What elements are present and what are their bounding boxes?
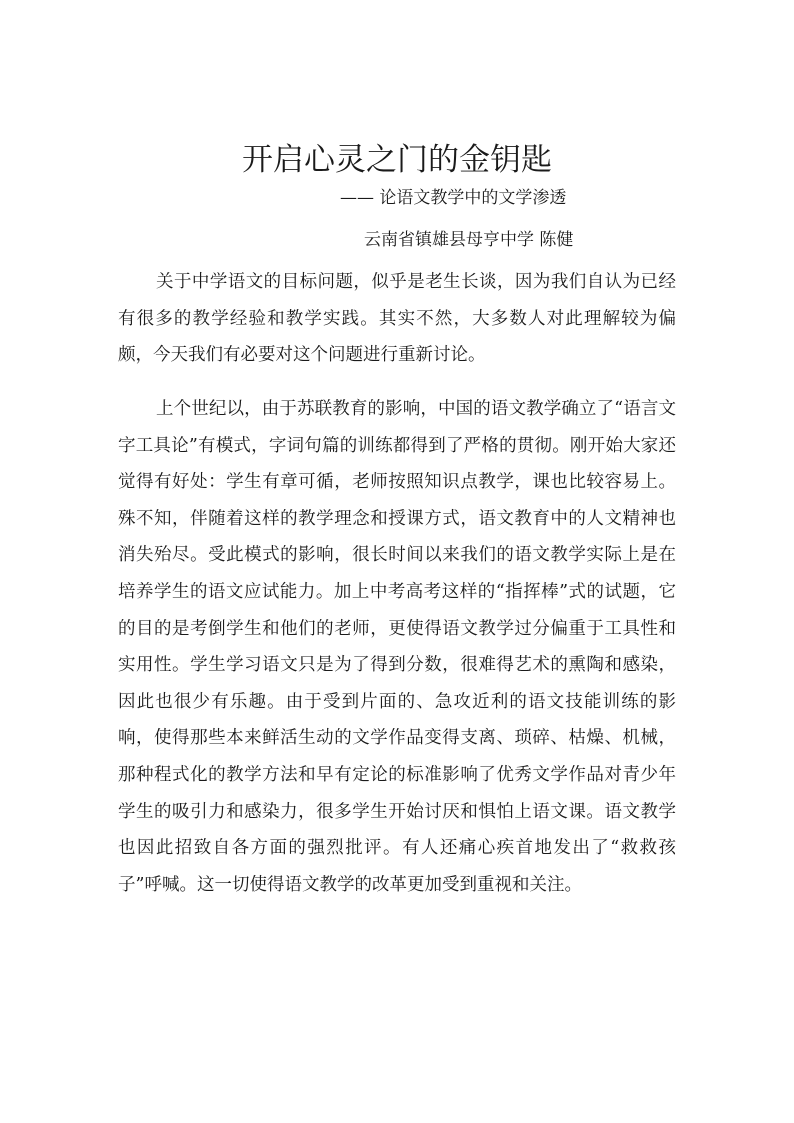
document-subtitle: —— 论语文教学中的文学渗透 [340, 188, 567, 208]
body-paragraph-1: 关于中学语文的目标问题，似乎是老生长谈，因为我们自认为已经有很多的教学经验和教学实践。其实不然，大多数人对此理解较为偏颇，今天我们有必要对这个问题进行重新讨论。 [118, 272, 676, 366]
body-paragraph-2: 上个世纪以，由于苏联教育的影响，中国的语文教学确立了“语言文字工具论”有模式，字词句篇的训练都得到了严格的贯彻。刚开始大家还觉得有好处：学生有章可循，老师按照知识点教学，课也比较容易上。殊不知，伴随着这样的教学理念和授课方式，语文教育中的人文精神也消失殆尽。受此模式的影响，很长时间以来我们的语文教学实际上是在培养学生的语文应试能力。加上中考高考这样的“指挥棒”式的试题，它的目的是考倒学生和他们的老师，更使得语文教学过分偏重于工具性和实用性。学生学习语文只是为了得到分数，很难得艺术的熏陶和感染，因此也很少有乐趣。由于受到片面的、急攻近利的语文技能训练的影响，使得那些本来鲜活生动的文学作品变得支离、琐碎、枯燥、机械，那种程式化的教学方法和早有定论的标准影响了优秀文学作品对青少年学生的吸引力和感染力，很多学生开始讨厌和惧怕上语文课。语文教学也因此招致自各方面的强烈批评。有人还痛心疾首地发出了“救救孩子”呼喊。这一切使得语文教学的改革更加受到重视和关注。 [118, 399, 676, 895]
document-title: 开启心灵之门的金钥匙 [242, 142, 552, 178]
author-line: 云南省镇雄县母亨中学 陈健 [364, 230, 574, 250]
